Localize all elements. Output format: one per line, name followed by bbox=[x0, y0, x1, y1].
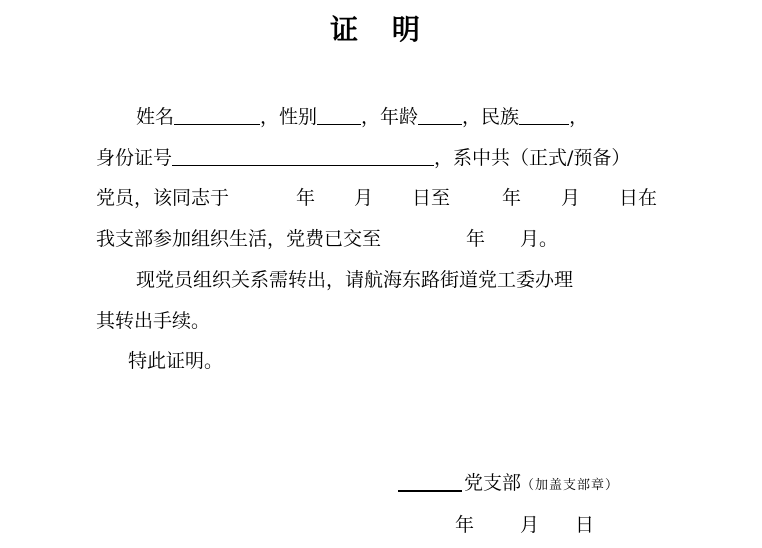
to-year-label: 年 bbox=[502, 187, 522, 209]
line-id-number bbox=[96, 145, 630, 171]
from-month-label: 月 bbox=[354, 187, 374, 209]
from-year-label: 年 bbox=[296, 187, 316, 209]
name-blank bbox=[174, 105, 260, 125]
line-name-gender-age-ethnicity bbox=[136, 104, 588, 130]
line-hereby-certify: 特此证明。 bbox=[128, 350, 224, 372]
ethnicity-blank bbox=[519, 105, 569, 125]
line-party-dues bbox=[96, 226, 381, 252]
branch-name-blank bbox=[398, 470, 462, 492]
dues-year-label: 年 bbox=[466, 228, 486, 250]
age-label: ，年龄 bbox=[361, 106, 419, 128]
sign-month-label: 月 bbox=[520, 514, 540, 536]
sign-day-label: 日 bbox=[575, 514, 595, 536]
sign-year-label: 年 bbox=[455, 514, 475, 536]
document-title: 证 明 bbox=[330, 13, 432, 46]
party-branch-label: 党支部 bbox=[464, 472, 522, 494]
to-day-at-label: 日在 bbox=[619, 187, 658, 209]
party-dues-text: 我支部参加组织生活，党费已交至 bbox=[96, 228, 382, 250]
membership-prefix: 党员，该同志于 bbox=[96, 187, 230, 209]
ethnicity-label: ，民族 bbox=[462, 106, 520, 128]
from-day-to-label: 日至 bbox=[412, 187, 451, 209]
id-label: 身份证号 bbox=[96, 147, 173, 169]
id-number-blank bbox=[172, 146, 434, 166]
gender-label: ，性别 bbox=[260, 106, 318, 128]
line1-end: ， bbox=[569, 106, 589, 128]
signature-line bbox=[398, 470, 619, 499]
stamp-note: （加盖支部章） bbox=[521, 478, 620, 493]
name-label: 姓名 bbox=[136, 106, 175, 128]
line-membership-period-prefix bbox=[96, 185, 229, 211]
dues-month-label: 月。 bbox=[520, 228, 559, 250]
line-transfer-procedure: 其转出手续。 bbox=[96, 310, 211, 332]
to-month-label: 月 bbox=[561, 187, 581, 209]
gender-blank bbox=[317, 105, 361, 125]
line-transfer-request: 现党员组织关系需转出，请航海东路街道党工委办理 bbox=[136, 269, 574, 291]
party-status-text: ，系中共（正式/预备） bbox=[434, 147, 631, 169]
age-blank bbox=[418, 105, 462, 125]
